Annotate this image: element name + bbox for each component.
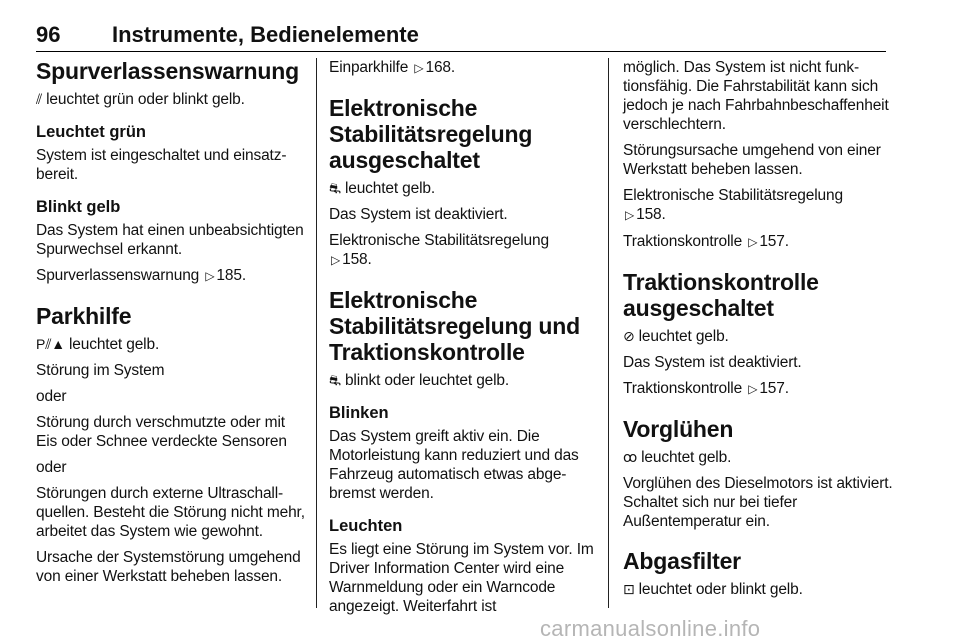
page-number: 96 [36, 22, 61, 47]
reference-arrow-icon: ▷ [331, 253, 341, 267]
paragraph: oder [36, 459, 67, 476]
paragraph: Vorglühen des Dieselmotors ist aktiviert. Schaltet sich nur bei tiefer Außentemperatur ein. [623, 475, 893, 530]
page-header [36, 22, 886, 52]
subheading: Blinkt gelb [36, 198, 121, 216]
paragraph: ꝏ leuchtet gelb. [623, 449, 732, 466]
paragraph: Das System greift aktiv ein. Die Motorleistung kann reduziert und das Fahrzeug automatisch etwas abgebremst werden. [329, 428, 579, 502]
paragraph: P⫽▲ leuchtet gelb. [36, 336, 160, 353]
paragraph: Störungsursache umgehend von einer Werkstatt beheben lassen. [623, 142, 881, 178]
paragraph: System ist eingeschaltet und einsatzbereit. [36, 147, 287, 183]
paragraph: möglich. Das System ist nicht funktionsfähig. Die Fahrstabilität kann sich jedoch je nach Fahrbahnbeschaffenheit verschlechtern. [623, 59, 889, 133]
paragraph: Störung durch verschmutzte oder mit Eis oder Schnee verdeckte Sensoren [36, 414, 287, 450]
cross-reference: Traktionskontrolle ▷ 157. [623, 233, 789, 250]
chapter-title: Instrumente, Bedienelemente [112, 22, 419, 47]
reference-arrow-icon: ▷ [414, 61, 424, 75]
section-title-esc-tc: Elektronische Stabilitätsregelung und Traktionskontrolle [329, 287, 580, 365]
subheading: Leuchten [329, 517, 403, 535]
paragraph: ⫽ leuchtet grün oder blinkt gelb. [36, 91, 245, 108]
cross-reference: Traktionskontrolle ▷ 157. [623, 380, 789, 397]
paragraph: ⊡ leuchtet oder blinkt gelb. [623, 581, 803, 598]
reference-arrow-icon: ▷ [625, 208, 635, 222]
paragraph: Das System ist deaktiviert. [329, 206, 508, 223]
paragraph: Das System ist deaktiviert. [623, 354, 802, 371]
column-divider [316, 58, 317, 608]
section-title-parkhilfe: Parkhilfe [36, 303, 132, 329]
paragraph: Das System hat einen unbeabsichtigten Spurwechsel erkannt. [36, 222, 304, 258]
watermark: carmanualsonline.info [540, 616, 761, 641]
subheading: Leuchtet grün [36, 123, 146, 141]
traction-control-off-icon: ⊘ [623, 328, 635, 344]
column-divider [608, 58, 609, 608]
paragraph: Störung im System [36, 362, 165, 379]
exhaust-filter-icon: ⊡ [623, 581, 635, 597]
cross-reference: Elektronische Stabilitätsregelung ▷ 158. [329, 232, 549, 268]
paragraph: ⛐ blinkt oder leuchtet gelb. [329, 372, 510, 389]
cross-reference: Spurverlassenswarnung ▷ 185. [36, 267, 246, 284]
lane-departure-icon: ⫽ [36, 91, 43, 107]
paragraph: Ursache der Systemstörung umgehend von einer Werkstatt beheben lassen. [36, 549, 301, 585]
paragraph: oder [36, 388, 67, 405]
paragraph: ⊘ leuchtet gelb. [623, 328, 729, 345]
column-3 [623, 58, 893, 606]
column-2 [329, 58, 599, 623]
section-title-spurverlassenswarnung: Spurverlassenswarnung [36, 58, 299, 84]
cross-reference: Einparkhilfe ▷ 168. [329, 59, 456, 76]
section-title-tc-off: Traktionskontrolle ausgeschaltet [623, 269, 819, 321]
cross-reference: Elektronische Stabilitätsregelung ▷ 158. [623, 187, 843, 223]
subheading: Blinken [329, 404, 389, 422]
glow-plug-icon: ꝏ [623, 449, 638, 465]
section-title-esc-off: Elektronische Stabilitätsregelung ausgeschaltet [329, 95, 533, 173]
esc-off-icon: ⛐ [329, 180, 341, 196]
paragraph: Es liegt eine Störung im System vor. Im Driver Information Center wird eine Warnmeldung oder ein Warncode angezeigt. Weiterfahrt ist [329, 541, 594, 615]
section-title-abgasfilter: Abgasfilter [623, 548, 741, 574]
paragraph: Störungen durch externe Ultraschallquellen. Besteht die Störung nicht mehr, arbeitet das System wie gewohnt. [36, 485, 305, 540]
reference-arrow-icon: ▷ [748, 235, 758, 249]
park-assist-icon: P⫽▲ [36, 336, 65, 352]
esc-tc-icon: ⛐ [329, 372, 341, 388]
section-title-vorgluehen: Vorglühen [623, 416, 734, 442]
column-1 [36, 58, 306, 593]
reference-arrow-icon: ▷ [748, 382, 758, 396]
paragraph: ⛐ leuchtet gelb. [329, 180, 436, 197]
reference-arrow-icon: ▷ [205, 269, 215, 283]
